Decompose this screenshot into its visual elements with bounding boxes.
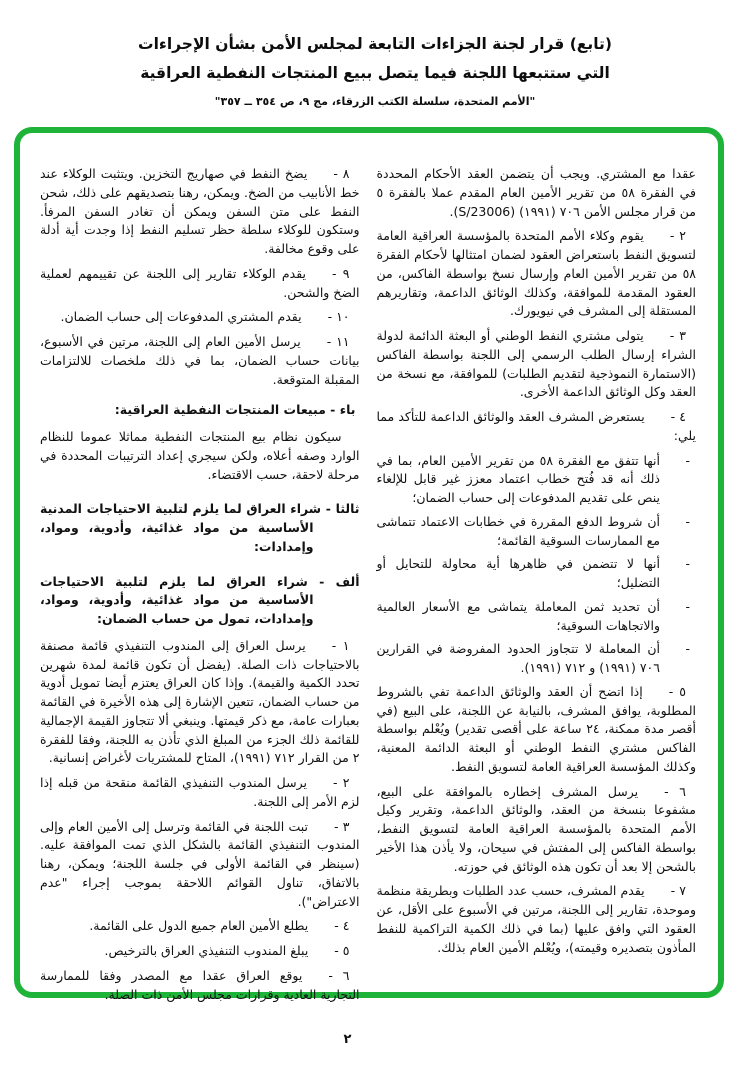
numbered-paragraph: ٣ -يتولى مشتري النفط الوطني أو البعثة الدائمة لدولة الشراء إرسال الطلب الرسمي إلى اللجنة بواسطة الفاكس (الاستمارة النموذجية لتقديم الطلبات) للموافقة، مع نسخة من العقد وكل الوثائق الداعمة الأخرى. (376, 328, 696, 400)
dash-marker: - (685, 452, 690, 468)
numbered-paragraph: ٣ -تبت اللجنة في القائمة وترسل إلى الأمين العام وإلى المندوب التنفيذي القائمة بالشكل الذي تمت الموافقة عليه. (سينظر في القائمة الأولى في جلسة اللجنة؛ ويمكن، رهنا بالاتفاق، تناول القوائم اللاحقة بموجب إجراء "عدم الاعتراض"). (40, 818, 360, 909)
numbered-paragraph: ٧ -يقدم المشرف، حسب عدد الطلبات وبطريقة منظمة وموحدة، تقارير إلى اللجنة، مرتين في الأسبوع على الأقل، عن العقود التي وافق عليها (بما في ذلك الكمية التراكمية للنفط المأذون بتصديره وقيمته)، ويُعْلم الأمين العام بذلك. (376, 883, 696, 955)
dash-marker: - (685, 556, 690, 572)
paragraph-number: ٦ - (328, 967, 350, 983)
paragraph-number: ٢ - (332, 775, 350, 790)
dash-list-item: - أن تحديد ثمن المعاملة يتماشى مع الأسعار العالمية والاتجاهات السوقية؛ (376, 598, 690, 633)
two-column-layout (20, 133, 718, 1002)
numbered-paragraph: ٢ -يرسل المندوب التنفيذي القائمة منقحة من قبله إذا لزم الأمر إلى اللجنة. (40, 775, 360, 809)
paragraph-number: ٥ - (334, 943, 350, 958)
paragraph-number: ٦ - (664, 783, 687, 799)
numbered-paragraph: ٥ -إذا اتضح أن العقد والوثائق الداعمة تفي بالشروط المطلوبة، يوافق المشرف، بالنيابة عن اللجنة، على البيع (في أقصر مدة ممكنة، ٢٤ ساعة على أقصى تقدير) ويُعْلم بواسطة الفاكس مشتري النفط الوطني أو البعثة الدائمة المعنية، وكذلك المؤسسة العراقية العامة لتسويق النفط. (376, 683, 696, 774)
numbered-paragraph: ٥ -يبلغ المندوب التنفيذي العراق بالترخيص. (104, 943, 350, 958)
paragraph-number: ١ - (331, 637, 350, 653)
section-heading: ألف - شراء العراق لما يلزم لتلبية الاحتياجات الأساسية من مواد غذائية، وأدوية، ومواد، وإمدادات، تمول من حساب الضمان: (40, 573, 360, 626)
numbered-paragraph: ١ -يرسل العراق إلى المندوب التنفيذي قائمة مصنفة بالاحتياجات ذات الصلة. (يفضل أن تكون قائمة لمدة شهرين تحدد الكمية والقيمة). وإذا كان العراق يعتزم أيضا تمويل أدوية من حساب الضمان، تتعين الإشارة إلى هذه الأخيرة في القائمة بعبارات عامة، مع ذكر قيمتها. وينبغي ألا تتجاوز القيمة الإجمالية للقائمة ذلك الجزء من المبلغ الذي تأذن به اللجنة، وفقا للفقرة ٢ من القرار ٧١٢ (١٩٩١)، المتاح للمشتريات لأغراض إنسانية. (40, 637, 360, 766)
numbered-paragraph: ٨ -يضخ النفط في صهاريج التخزين. ويتثبت الوكلاء عند خط الأنابيب من الضخ. ويمكن، رهنا بتصديقهم على ذلك، شحن النفط على متن السفن ويمكن أن تغادر السفن المرفأ. وستكون للوكلاء سلطة حظر تسليم النفط إذا وجدت أية أدلة على وقوع مخالفة. (40, 166, 360, 256)
paragraph-number: ٢ - (669, 228, 687, 244)
paragraph-number: ١١ - (326, 334, 350, 349)
numbered-paragraph: ٢ -يقوم وكلاء الأمم المتحدة بالمؤسسة العراقية العامة لتسويق النفط باستعراض العقود لضمان امتثالها لأحكام الفقرة ٥٨ من تقرير الأمين العام وإرسال نسخ بواسطة الفاكس، من العقود المقدمة للموافقة، وكذلك الوثائق الداعمة، وتقاريرهم المستقلة إلى المشرف في نيويورك. (376, 228, 696, 319)
section-heading: باء - مبيعات المنتجات النفطية العراقية: (114, 402, 356, 418)
dash-list-item: - أنها لا تتضمن في ظاهرها أية محاولة للتحايل أو التضليل؛ (376, 556, 690, 590)
paragraph-number: ٧ - (670, 883, 687, 899)
numbered-paragraph: ١١ -يرسل الأمين العام إلى اللجنة، مرتين في الأسبوع، بيانات حساب الضمان، بما في ذلك ملخصات للالتزامات المقبلة المتوقعة. (40, 334, 360, 387)
column-left (40, 165, 360, 1002)
numbered-paragraph: ١٠ -يقدم المشتري المدفوعات إلى حساب الضمان. (60, 309, 350, 325)
paragraph-number: ١٠ - (327, 309, 350, 325)
paragraph-number: ٤ - (670, 409, 686, 424)
dash-list-item: - أن المعاملة لا تتجاوز الحدود المفروضة في القرارين ٧٠٦ (١٩٩١) و ٧١٢ (١٩٩١). (376, 641, 690, 675)
paragraph-number: ٤ - (334, 918, 350, 934)
paragraph-number: ٥ - (668, 683, 686, 699)
continued-paragraph: عقدا مع المشتري. ويجب أن يتضمن العقد الأحكام المحددة في الفقرة ٥٨ من تقرير الأمين العام المقدم عملا بالفقرة ٥ من قرار مجلس الأمن ٧٠٦ (١٩٩١) (S/23006). (376, 166, 696, 219)
paragraph-number: ٩ - (332, 265, 350, 281)
numbered-paragraph: ٤ -يطلع الأمين العام جميع الدول على القائمة. (89, 918, 350, 934)
dash-list-item: - أنها تتفق مع الفقرة ٥٨ من تقرير الأمين العام، بما في ذلك أنه قد فُتح خطاب اعتماد معزز غير قابل للإلغاء ينص على تقديم المدفوعات إلى حساب الضمان؛ (376, 452, 690, 505)
header-source-citation: "الأمم المتحدة، سلسلة الكتب الزرقاء، مج ٩، ص ٣٥٤ ــ ٣٥٧" (214, 94, 536, 108)
paragraph: سيكون نظام بيع المنتجات النفطية مماثلا عموما للنظام الوارد وصفه أعلاه، ولكن سيجري إعداد الترتيبات المحددة في مرحلة لاحقة، حسب الاقتضاء. (40, 429, 360, 482)
numbered-paragraph: ٤ -يستعرض المشرف العقد والوثائق الداعمة للتأكد مما يلي: (376, 409, 696, 443)
dash-list-item: - أن شروط الدفع المقررة في خطابات الاعتماد تتماشى مع الممارسات السوقية القائمة؛ (376, 513, 690, 548)
numbered-paragraph: ٦ -يرسل المشرف إخطاره بالموافقة على البيع، مشفوعا بنسخة من العقد، والوثائق الداعمة، وتقرير وكيل الأمم المتحدة بالمؤسسة العراقية العامة لتسويق النفط، بواسطة الفاكس إلى المفتش في سيحان، ولا يأذن هذا الأخير بالشحن إلا بعد أن تكون هذه الوثائق في حوزته. (376, 783, 696, 874)
paragraph-number: ٣ - (669, 328, 686, 343)
dash-marker: - (685, 598, 690, 614)
column-right (377, 165, 697, 962)
dash-marker: - (685, 641, 690, 657)
paragraph-number: ٣ - (334, 818, 350, 834)
numbered-paragraph: ٩ -يقدم الوكلاء تقارير إلى اللجنة عن تقييمهم لعملية الضخ والشحن. (40, 265, 360, 300)
paragraph-number: ٨ - (333, 166, 350, 181)
page-number: ٢ (343, 1032, 352, 1047)
dash-marker: - (685, 513, 690, 529)
green-border-frame (14, 127, 724, 1002)
document-header (0, 30, 750, 108)
header-title-line-2: التي ستتبعها اللجنة فيما يتصل ببيع المنتجات النفطية العراقية (140, 64, 610, 83)
numbered-paragraph: ٦ -يوقع العراق عقدا مع المصدر وفقا للممارسة التجارية العادية وقرارات مجلس الأمن ذات الصلة. (40, 967, 360, 1002)
section-heading: ثالثا - شراء العراق لما يلزم لتلبية الاحتياجات المدنية الأساسية من مواد غذائية، وأدوية، ومواد، وإمدادات: (40, 501, 360, 554)
header-title-line-1: (تابع) قرار لجنة الجزاءات التابعة لمجلس الأمن بشأن الإجراءات (138, 35, 612, 53)
